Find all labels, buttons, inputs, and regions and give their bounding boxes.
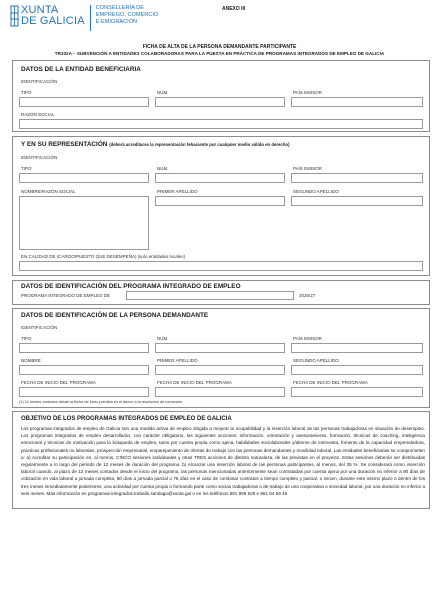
section-heading: DATOS DE IDENTIFICACIÓN DE LA PERSONA DEMANDANTE <box>21 312 209 319</box>
rep-primer-apellido-field[interactable] <box>155 196 285 206</box>
nombre-label: NOMBRE <box>21 358 41 363</box>
footnote: (1) 12 meses contados desde la fecha de inicio prevista en el anexo a la resolución de concesión <box>19 400 183 404</box>
logo-divider <box>90 5 91 31</box>
programa-label: PROGRAMA INTEGRADO DE EMPLEO DE <box>21 293 111 298</box>
rep-nombre-field[interactable] <box>19 196 149 250</box>
programa-year: 2026/27 <box>299 293 316 298</box>
rep-tipo-field[interactable] <box>19 173 149 183</box>
rep-segundo-apellido-field[interactable] <box>291 196 423 206</box>
logo-line-2: DE GALICIA <box>21 15 85 27</box>
xunta-wordmark <box>21 5 85 27</box>
representacion-heading: Y EN SU REPRESENTACIÓN <box>21 141 108 148</box>
section-heading <box>21 141 290 148</box>
objetivo-text: Los programas integrados de empleo de Galicia son una medida activa de empleo dirigida a mejorar la ocupabilidad y la inserción laboral de las personas trabajadoras en situación de desempleo. Los programas integrados de empleo desarrollarán, con carácter obligatorio, las siguientes acciones: información, orientación y asesoramiento, formación, técnicas de coaching, inteligencia emocional y técnicas de motivación para la búsqueda de empleo, tanto por cuenta propia como ajena, habilidades sociolaborales y/alterne de entrevista, fomento de la capacidad emprendedora, prácticas profesionales no laborales, prospección empresarial, emparejamiento de ofertas de trabajo con las personas demandantes y movilidad laboral. Las entidades beneficiarias se comprometen a: a) Acreditar su participación en, al menos, CINCO sesiones individuales y otras TRES acciones de distinta naturaleza, de las previstas en el proyecto. Estas sesiones deberán ser distribuidas regularmente a lo largo del periodo de 12 meses de duración del programa. b) Alcanzar una inserción laboral de las personas participantes, al menos, del 35 %. Se considerará como inserción laboral cuando, al plazo de 12 meses contados desde el inicio del programa, las personas mencionadas anteriormente sean contratadas por cuenta ajena por una duración no inferior a 90 días de cotización en vida laboral a jornada completa, 80 días a jornada parcial o 75 días en el caso de combinar contratos a tiempo completo y parcial, o inicien, durante este mismo plazo o dentro de los tres meses inmediatamente posteriores, una actividad por cuenta propia o formando parte como socias trabajadoras o de trabajo de una cooperativa o sociedad laboral, por una duración no inferior a seis meses. Más información en programas-integrados.traballo.santiago@xunta.gal o en los teléfonos 881 999 629 e 881 54 59 45 <box>21 426 425 496</box>
tipo-label: TIPO <box>21 336 32 341</box>
tipo-label: TIPO <box>21 90 32 95</box>
representacion-note: (deberá acreditarse la representación fehaciente por cualquier medio válido en derecho) <box>109 142 290 147</box>
entidad-razon-social-field[interactable] <box>19 119 423 129</box>
anexo-label: ANEXO III <box>222 6 246 12</box>
num-label: NÚM. <box>157 336 169 341</box>
xunta-emblem-icon <box>10 5 19 27</box>
section-heading: DATOS DE LA ENTIDAD BENEFICIARIA <box>21 66 141 73</box>
conselleria-line-2: EMPREGO, COMERCIO <box>95 12 159 18</box>
section-objetivo <box>12 411 430 509</box>
entidad-pais-field[interactable] <box>291 97 423 107</box>
segundo-apellido-label: SEGUNDO APELLIDO <box>293 189 339 194</box>
calidad-label: EN CALIDAD DE (CARGO/PUESTO QUE DESEMPEÑA) (solo entidades locales) <box>21 254 185 259</box>
pais-emisor-label: PAÍS EMISOR <box>293 336 322 341</box>
identificacion-label: IDENTIFICACIÓN <box>21 325 58 330</box>
dem-segundo-apellido-field[interactable] <box>291 365 423 375</box>
conselleria-line-3: E EMIGRACIÓN <box>95 19 138 25</box>
num-label: NÚM. <box>157 166 169 171</box>
section-programa <box>12 280 430 305</box>
num-label: NÚM. <box>157 90 169 95</box>
dem-pais-field[interactable] <box>291 343 423 353</box>
dem-fecha-3-field[interactable] <box>291 387 423 397</box>
entidad-num-field[interactable] <box>155 97 285 107</box>
pais-emisor-label: PAÍS EMISOR <box>293 90 322 95</box>
dem-fecha-2-field[interactable] <box>155 387 285 397</box>
xunta-logo <box>10 5 158 31</box>
primer-apellido-label: PRIMER APELLIDO <box>157 358 198 363</box>
dem-fecha-1-field[interactable] <box>19 387 149 397</box>
razon-social-label: RAZÓN SOCIAL <box>21 112 55 117</box>
section-heading: OBJETIVO DE LOS PROGRAMAS INTEGRADOS DE EMPLEO DE GALICIA <box>21 416 232 422</box>
dem-nombre-field[interactable] <box>19 365 149 375</box>
conselleria-name <box>96 5 158 26</box>
primer-apellido-label: PRIMER APELLIDO <box>157 189 198 194</box>
section-demandante <box>12 308 430 408</box>
rep-num-field[interactable] <box>155 173 285 183</box>
document-title: FICHA DE ALTA DE LA PERSONA DEMANDANTE PARTICIPANTE <box>142 44 297 50</box>
rep-pais-field[interactable] <box>291 173 423 183</box>
entidad-tipo-field[interactable] <box>19 97 149 107</box>
identificacion-label: IDENTIFICACIÓN <box>21 79 58 84</box>
dem-tipo-field[interactable] <box>19 343 149 353</box>
segundo-apellido-label: SEGUNDO APELLIDO <box>293 358 339 363</box>
rep-calidad-field[interactable] <box>19 261 423 271</box>
section-entidad-beneficiaria <box>12 60 430 132</box>
tipo-label: TIPO <box>21 166 32 171</box>
programa-field[interactable] <box>126 291 294 300</box>
section-heading: DATOS DE IDENTIFICACIÓN DEL PROGRAMA INTEGRADO DE EMPLEO <box>21 283 241 290</box>
logo-line-1: XUNTA <box>21 4 59 16</box>
fecha-inicio-label-1: FECHA DE INICIO DEL PROGRAMA <box>21 380 96 385</box>
pais-emisor-label: PAÍS EMISOR <box>293 166 322 171</box>
conselleria-line-1: CONSELLERÍA DE <box>95 5 144 11</box>
identificacion-label: IDENTIFICACIÓN <box>21 155 58 160</box>
fecha-inicio-label-3: FECHA DE INICIO DEL PROGRAMA <box>293 380 368 385</box>
section-representacion <box>12 136 430 276</box>
fecha-inicio-label-2: FECHA DE INICIO DEL PROGRAMA <box>157 380 232 385</box>
dem-primer-apellido-field[interactable] <box>155 365 285 375</box>
nombre-razon-label: NOMBRE/RAZÓN SOCIAL <box>21 189 76 194</box>
document-subtitle: TR332A – SUBVENCIÓN A ENTIDADES COLABORADORAS PARA LA PUESTA EN PRÁCTICA DE PROGRAMAS INTEGRADOS DE EMPLEO DE GALICIA <box>54 51 385 56</box>
dem-num-field[interactable] <box>155 343 285 353</box>
